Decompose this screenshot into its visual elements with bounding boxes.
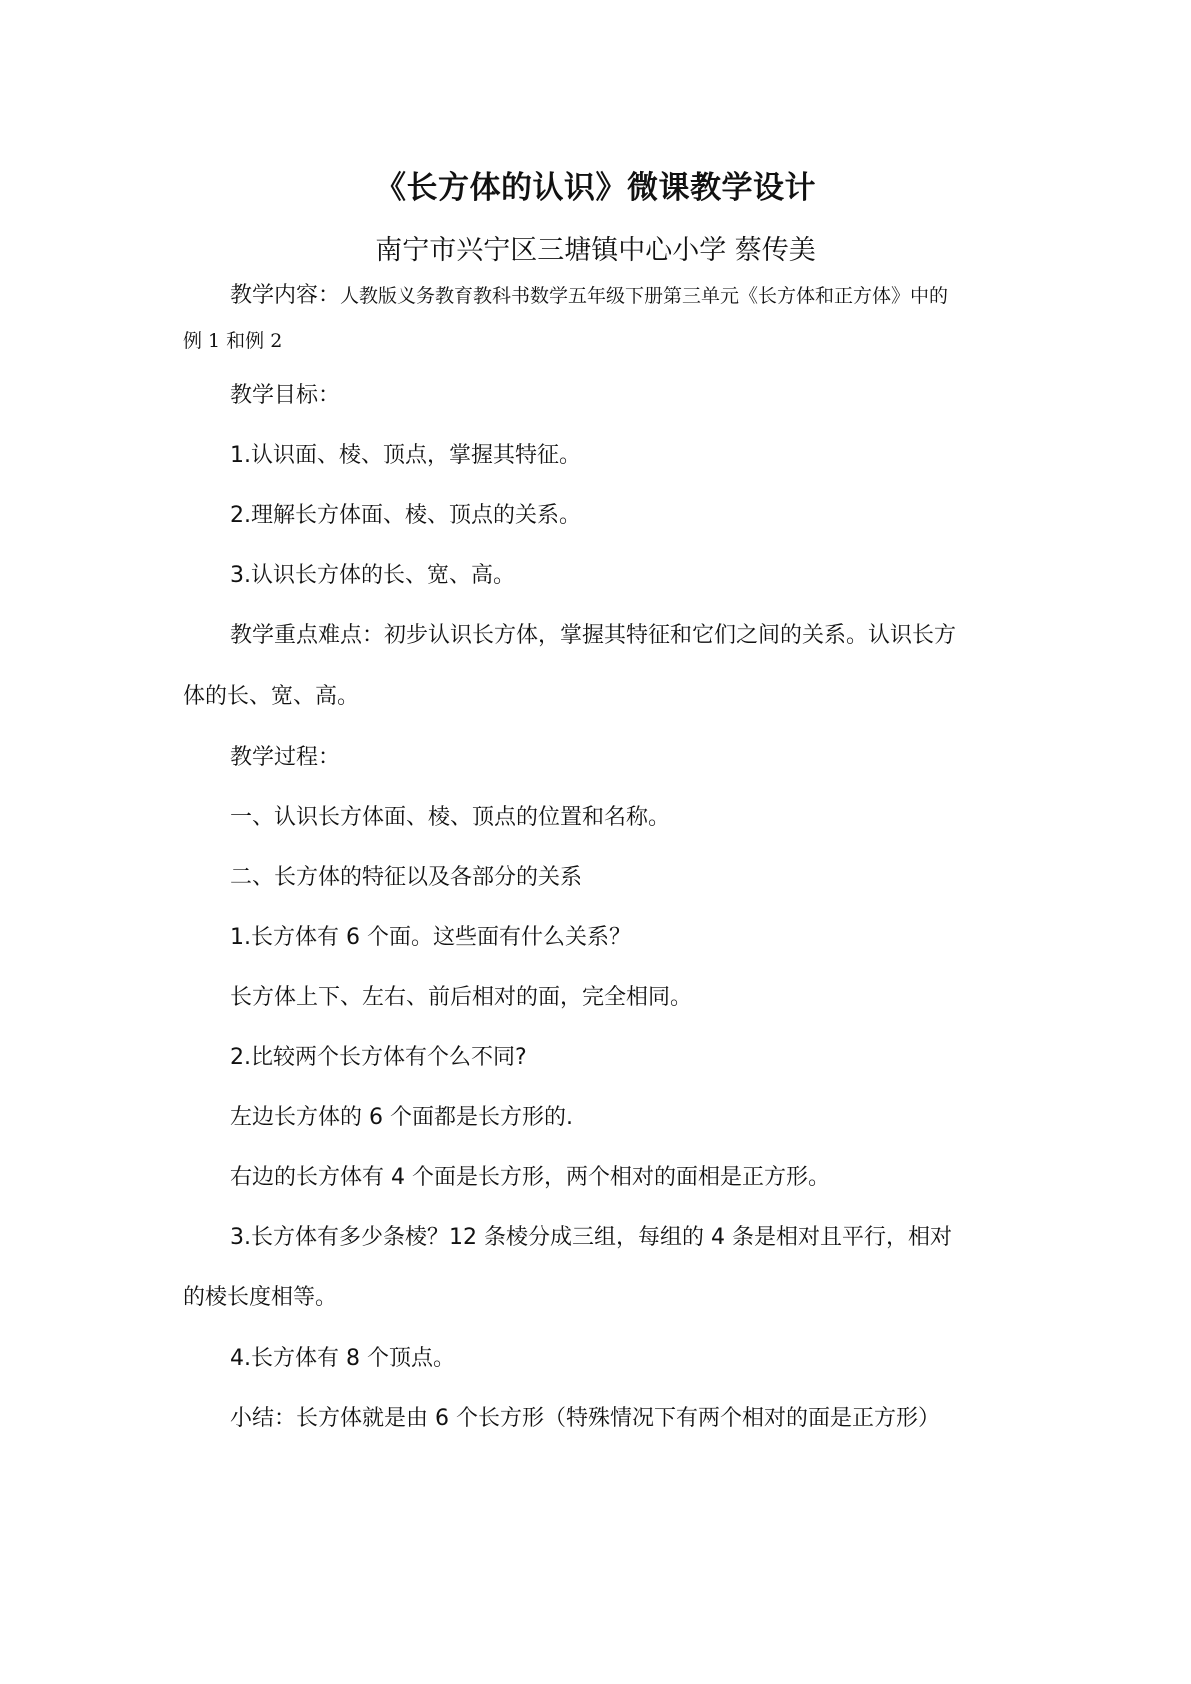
content-label: 教学内容： (230, 283, 341, 308)
answer-2-line-2: 右边的长方体有 4 个面是长方形，两个相对的面相是正方形。 (230, 1165, 830, 1190)
document-title: 《长方体的认识》微课教学设计 (375, 170, 816, 206)
process-section-2: 二、长方体的特征以及各部分的关系 (230, 865, 583, 890)
objectives-heading: 教学目标： (230, 383, 341, 408)
question-3-line-2: 的棱长度相等。 (183, 1285, 338, 1310)
objective-item-2: 2.理解长方体面、棱、顶点的关系。 (230, 503, 581, 528)
content-text: 人教版义务教育教科书数学五年级下册第三单元《长方体和正方体》中的 (340, 285, 949, 307)
question-3-line-1: 3.长方体有多少条棱？12 条棱分成三组，每组的 4 条是相对且平行，相对 (230, 1225, 952, 1250)
question-4: 4.长方体有 8 个顶点。 (230, 1346, 455, 1371)
objective-item-1: 1.认识面、棱、顶点，掌握其特征。 (230, 443, 581, 468)
content-paragraph-line-2: 例 1 和例 2 (183, 330, 283, 352)
process-heading: 教学过程： (230, 745, 341, 770)
question-1: 1.长方体有 6 个面。这些面有什么关系？ (230, 925, 631, 950)
answer-2-line-1: 左边长方体的 6 个面都是长方形的. (230, 1105, 573, 1130)
key-points-line-1: 教学重点难点：初步认识长方体，掌握其特征和它们之间的关系。认识长方 (230, 623, 957, 648)
key-points-line-2: 体的长、宽、高。 (183, 684, 360, 709)
content-paragraph-line-1 (230, 280, 948, 312)
objective-item-3: 3.认识长方体的长、宽、高。 (230, 563, 515, 588)
answer-1: 长方体上下、左右、前后相对的面，完全相同。 (230, 985, 693, 1010)
summary-line: 小结：长方体就是由 6 个长方形（特殊情况下有两个相对的面是正方形） (230, 1406, 940, 1431)
author-line: 南宁市兴宁区三塘镇中心小学 蔡传美 (375, 235, 816, 266)
process-section-1: 一、认识长方体面、棱、顶点的位置和名称。 (230, 805, 671, 830)
question-2: 2.比较两个长方体有个么不同? (230, 1045, 527, 1070)
